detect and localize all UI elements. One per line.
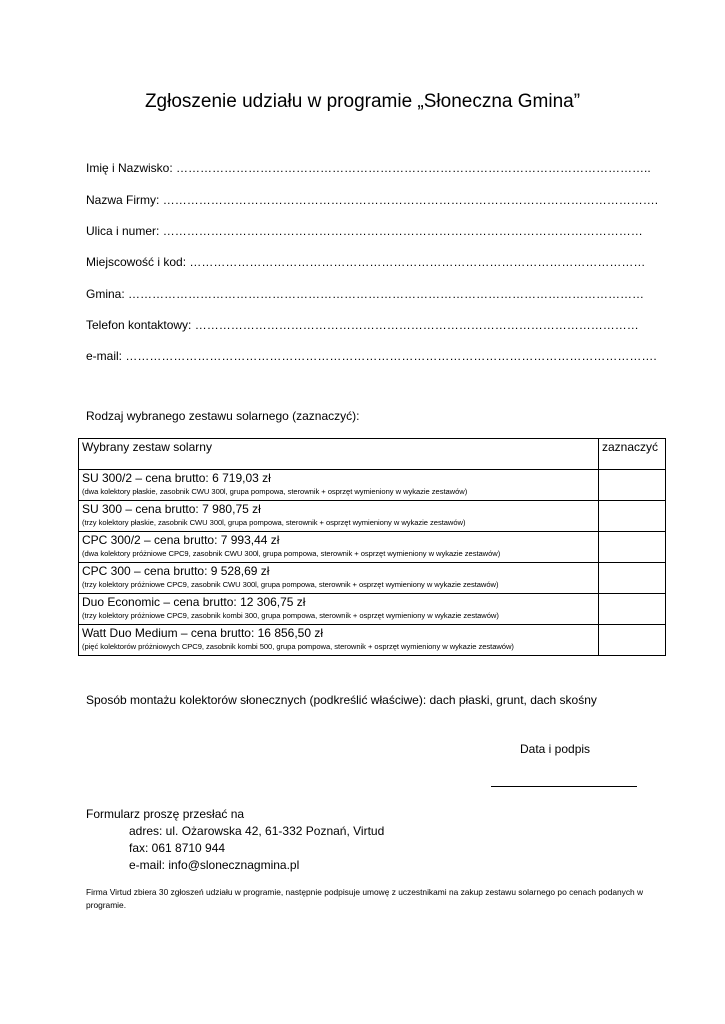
document-title: Zgłoszenie udziału w programie „Słoneczna Gmina” [144,91,581,112]
set-description: (pięć kolektorów próżniowych CPC9, zasobnik kombi 500, grupa pompowa, sterownik + osprzęt wymieniony w wykazie zestawów) [82,642,514,651]
set-title: Duo Economic – cena brutto: 12 306,75 zł [82,595,306,609]
set-description: (dwa kolektory płaskie, zasobnik CWU 300l, grupa pompowa, sterownik + osprzęt wymieniony w wykazie zestawów) [82,487,468,496]
table-row [79,470,666,501]
field-city-label: Miejscowość i kod: [86,255,187,269]
field-city-dots: …………………………………………………………………………………………………… [189,255,646,269]
set-description: (trzy kolektory płaskie, zasobnik CWU 300l, grupa pompowa, sterownik + osprzęt wymieniony w wykazie zestawów) [82,518,466,527]
set-cell [79,563,599,594]
footnote: Firma Virtud zbiera 30 zgłoszeń udziału w programie, następnie podpisuje umowę z uczestnikami na zakup zestawu solarnego po cenach podanych w programie. [86,887,644,910]
send-instructions: Formularz proszę przesłać na [86,807,245,821]
date-signature-label: Data i podpis [520,742,591,756]
field-phone-label: Telefon kontaktowy: [86,318,192,332]
mark-cell[interactable] [599,532,666,563]
field-company-label: Nazwa Firmy: [86,193,160,207]
set-description: (dwa kolektory próżniowe CPC9, zasobnik CWU 300l, grupa pompowa, sterownik + osprzęt wymieniony w wykazie zestawów) [82,549,501,558]
mark-cell[interactable] [599,625,666,656]
field-city[interactable] [86,254,645,270]
set-title: SU 300/2 – cena brutto: 6 719,03 zł [82,471,271,485]
field-street[interactable] [86,223,643,239]
field-name[interactable] [86,160,651,176]
set-cell [79,594,599,625]
table-row [79,594,666,625]
address-line: adres: ul. Ożarowska 42, 61-332 Poznań, Virtud [129,824,385,838]
field-name-dots: ……………………………………………………………………………………………………….. [176,161,651,175]
set-description: (trzy kolektory próżniowe CPC9, zasobnik CWU 300l, grupa pompowa, sterownik + osprzęt wymieniony w wykazie zestawów) [82,580,499,589]
header-set-name: Wybrany zestaw solarny [79,439,599,470]
mark-cell[interactable] [599,501,666,532]
field-municipality-dots: ………………………………………………………………………………………………………………… [128,287,645,301]
set-choice-label: Rodzaj wybranego zestawu solarnego (zaznaczyć): [86,409,360,423]
signature-line[interactable] [491,786,637,787]
field-municipality[interactable] [86,286,644,302]
header-mark: zaznaczyć [599,439,666,470]
set-cell [79,532,599,563]
set-title: Watt Duo Medium – cena brutto: 16 856,50 zł [82,626,324,640]
set-title: CPC 300/2 – cena brutto: 7 993,44 zł [82,533,280,547]
mounting-method: Sposób montażu kolektorów słonecznych (podkreślić właściwe): dach płaski, grunt, dach skośny [86,693,597,707]
table-row [79,625,666,656]
set-title: CPC 300 – cena brutto: 9 528,69 zł [82,564,270,578]
field-email-label: e-mail: [86,349,123,363]
set-description: (trzy kolektory próżniowe CPC9, zasobnik kombi 300, grupa pompowa, sterownik + osprzęt wymieniony w wykazie zestawów) [82,611,499,620]
set-cell [79,470,599,501]
mark-cell[interactable] [599,470,666,501]
table-row [79,501,666,532]
field-street-label: Ulica i numer: [86,224,160,238]
set-cell [79,501,599,532]
field-email[interactable] [86,348,657,364]
mark-cell[interactable] [599,594,666,625]
field-company-dots: ……………………………………………………………………………………………………………. [162,193,659,207]
table-row [79,532,666,563]
field-company[interactable] [86,192,658,208]
email-line: e-mail: info@slonecznagmina.pl [129,858,300,872]
field-phone[interactable] [86,317,639,333]
field-street-dots: ………………………………………………………………………………………………………… [162,224,643,238]
table-row [79,563,666,594]
field-phone-dots: ………………………………………………………………………………………………… [194,318,639,332]
set-cell [79,625,599,656]
solar-sets-table [78,438,666,656]
table-header-row [79,439,666,470]
set-title: SU 300 – cena brutto: 7 980,75 zł [82,502,261,516]
field-email-dots: ……………………………………………………………………………………………………………………. [125,349,657,363]
fax-line: fax: 061 8710 944 [129,841,226,855]
mark-cell[interactable] [599,563,666,594]
field-name-label: Imię i Nazwisko: [86,161,173,175]
field-municipality-label: Gmina: [86,287,125,301]
